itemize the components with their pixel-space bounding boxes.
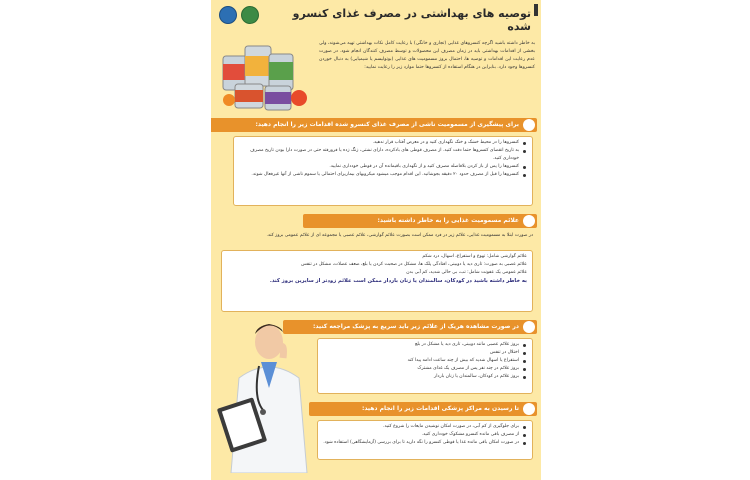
section4-box [317,420,533,460]
section2-sub: در صورت ابتلا به مسمومیت غذایی، علائم زیر در فرد ممکن است بصورت علائم گوارشی، علائم عصبی یا مجموعه ای از علائم عمومی بروز کند. [266,233,533,238]
list-item: کنسروها را قبل از مصرف حدود ۲۰ دقیقه بجوشانید. این اقدام موجب میشود میکروبهای بیماریزای احتمالی یا سموم ناشی از آنها غیرفعال شوند. [239,171,519,179]
alert-icon [523,321,535,333]
list-item: از مصرف باقی مانده کنسرو مشکوک خودداری کنید. [323,431,519,439]
doctor-icon [523,119,535,131]
symptom-line: علائم عمومی یک عفونت شامل: تب، بی حالی شدید، کم آبی بدن [406,270,527,275]
university-logo-icon [241,6,259,24]
title-accent-bar [534,4,538,16]
list-item: کنسروها را پس از باز کردن بلافاصله مصرف کنید و از نگهداری باقیمانده آن در قوطی خودداری نمایید. [239,163,519,171]
list-item: استفراغ یا اسهال شدید که بیش از چند ساعت ادامه پیدا کند [323,357,519,365]
section2-banner [303,214,537,228]
section2-heading: علائم مسمومیت غذایی را به خاطر داشته باشید: [377,217,519,224]
ministry-logo-icon [219,6,237,24]
canned-food-illustration [217,34,313,114]
section3-list [323,341,527,381]
symptom-note: به خاطر داشته باشید در کودکان، سالمندان یا زنان باردار ممکن است علائم زودتر از سایرین بروز کند. [269,278,527,284]
section4-banner [309,402,537,416]
list-item: بروز علائم عصبی مانند دوبینی، تاری دید یا مشکل در بلع [323,341,519,349]
list-item: اختلال در تنفس [323,349,519,357]
poster-title: توصیه های بهداشتی در مصرف غذای کنسرو شده [292,7,531,33]
symptom-line: علائم گوارشی شامل: تهوع و استفراغ، اسهال، درد شکم [422,254,527,259]
symptom-line: علائم عصبی به صورت: تاری دید یا دوبینی، افتادگی پلک ها، مشکل در صحبت کردن یا بلع، ضعف عضلات، مشکل در تنفس [301,262,527,267]
section1-box [233,136,533,206]
heartbeat-icon [523,215,535,227]
section4-heading: تا رسیدن به مراکز پزشکی اقدامات زیر را انجام دهید: [361,405,519,412]
doctor-illustration [217,318,327,473]
logo-group [219,6,259,24]
list-item: برای جلوگیری از کم آبی، در صورت امکان نوشیدن مایعات را شروع کنید. [323,423,519,431]
hospital-icon [523,403,535,415]
list-item: بروز علائم در کودکان، سالمندان یا زنان باردار [323,373,519,381]
list-item: کنسروها را در محیط خشک و خنک نگهداری کنید و در معرض آفتاب قرار ندهید. [239,139,519,147]
section3-heading: در صورت مشاهده هریک از علائم زیر باید سریع به پزشک مراجعه کنید: [313,323,519,330]
page-margin [0,0,211,480]
section1-list [239,139,527,179]
section1-heading: برای پیشگیری از مسمومیت ناشی از مصرف غذای کنسرو شده اقدامات زیر را انجام دهید: [255,121,519,128]
section4-list [323,423,527,447]
section1-banner [211,118,537,132]
list-item: بروز علائم در چند نفر پس از مصرف یک غذای مشترک [323,365,519,373]
intro-paragraph: به خاطر داشته باشید اگرچه کنسروهای غذایی (تجاری و خانگی) با رعایت کامل نکات بهداشتی تهیه می‌شوند، ولی بخشی از اقدامات بهداشتی باید در زمان مصرف این محصولات و توسط مصرف کنندگان انجام شود. در صورت عدم رعایت این اقدامات و توصیه ها، احتمال بروز مسمومیت های غذایی (بوتولیسم یا شیمیایی) به دنبال خوردن کنسروها وجود دارد. بنابراین در هنگام استفاده از کنسروها حتما موارد زیر را رعایت نمایید: [319,41,535,70]
health-poster [211,0,541,480]
section2-box [221,250,533,312]
list-item: به تاریخ انقضای کنسروها حتما دقت کنید. از مصرف قوطی های بادکرده، دارای نشتی، زنگ زده یا فرورفته حتی در صورت دارا بودن تاریخ مصرف خودداری کنید. [239,147,519,163]
section3-box [317,338,533,394]
list-item: در صورت امکان باقی مانده غذا یا قوطی کنسرو را نگه دارید تا برای بررسی (آزمایشگاهی) استفاده شود. [323,440,519,445]
